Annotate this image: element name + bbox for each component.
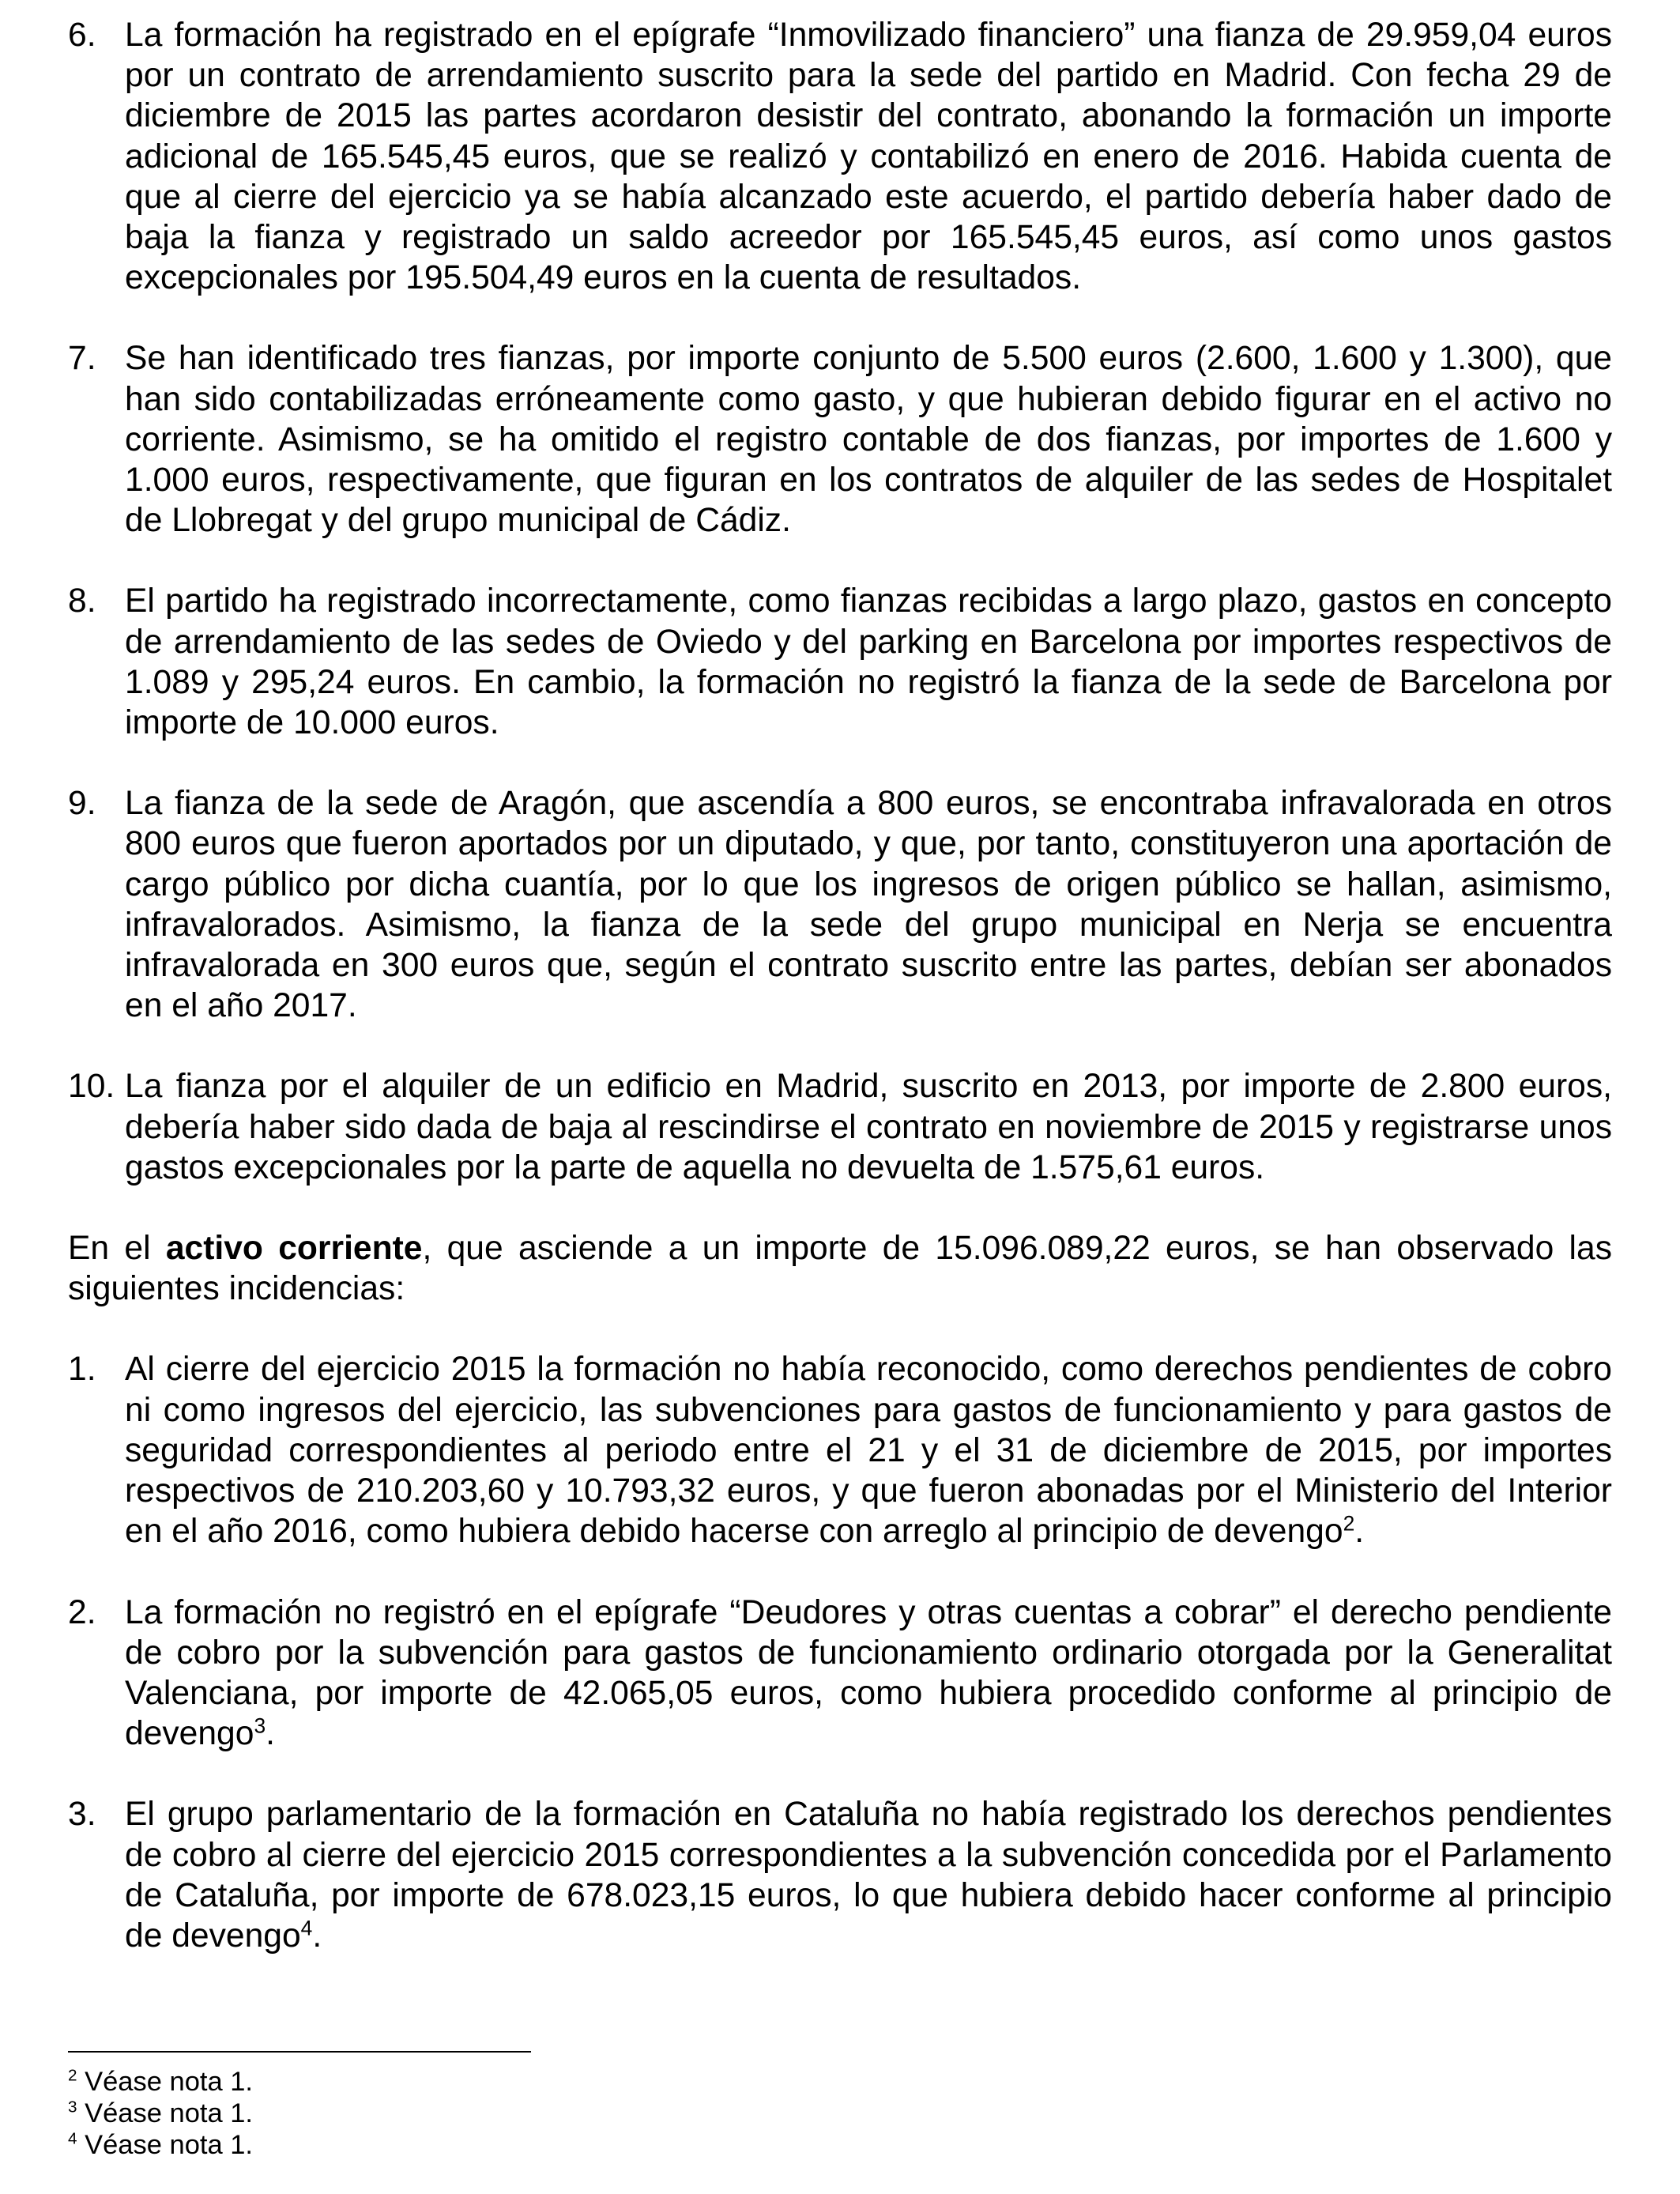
item-text: Se han identificado tres fianzas, por importe conjunto de 5.500 euros (2.600, 1.600 y 1.300), que han sido contabilizadas erróneamente como gasto, y que hubieran debido figurar en el activo no corriente. Asimismo, se ha omitido el registro contable de dos fianzas, por importes de 1.600 y 1.000 euros, respectivamente, que figuran en los contratos de alquiler de las sedes de Hospitalet de Llobregat y del grupo municipal de Cádiz. <box>125 339 1612 540</box>
item-number: 10. <box>68 1067 115 1106</box>
item-text: La formación ha registrado en el epígrafe “Inmovilizado financiero” una fianza de 29.959,04 euros por un contrato de arrendamiento suscrito para la sede del partido en Madrid. Con fecha 29 de diciembre de 2015 las partes acordaron desistir del contrato, abonando la formación un importe adicional de 165.545,45 euros, que se realizó y contabilizó en enero de 2016. Habida cuenta de que al cierre del ejercicio ya se había alcanzado este acuerdo, el partido debería haber dado de baja la fianza y registrado un saldo acreedor por 165.545,45 euros, así como unos gastos excepcionales por 195.504,49 euros en la cuenta de resultados. <box>125 16 1612 297</box>
item-text: La fianza de la sede de Aragón, que ascendía a 800 euros, se encontraba infravalorada en otros 800 euros que fueron aportados por un diputado, y que, por tanto, constituyeron una aportación de cargo público por dicha cuantía, por lo que los ingresos de origen público se hallan, asimismo, infravalorados. Asimismo, la fianza de la sede del grupo municipal en Nerja se encuentra infravalorada en 300 euros que, según el contrato suscrito entre las partes, debían ser abonados en el año 2017. <box>125 784 1612 1025</box>
footnote-ref: 3 <box>254 1713 266 1738</box>
intro-text-after: , que asciende a un importe de 15.096.089,22 euros, se han observado las siguientes incidencias: <box>68 1229 1612 1308</box>
list-item <box>68 15 1612 298</box>
item-number: 2. <box>68 1593 96 1631</box>
footnote-mark: 4 <box>68 2129 77 2148</box>
item-number: 6. <box>68 16 96 54</box>
item-number: 1. <box>68 1350 96 1389</box>
item-number: 8. <box>68 582 96 620</box>
list-item <box>68 581 1612 743</box>
footnote-text: Véase nota 1. <box>77 2130 254 2160</box>
item-text-wrapper <box>125 1349 1612 1551</box>
intro-text-before: En el <box>68 1229 166 1268</box>
item-text-end: . <box>312 1916 322 1955</box>
footnote-mark: 2 <box>68 2066 77 2085</box>
footnote-ref: 4 <box>300 1916 313 1940</box>
footnote-mark: 3 <box>68 2098 77 2117</box>
list-item <box>68 1349 1612 1551</box>
footnote <box>68 2098 253 2129</box>
footnote-text: Véase nota 1. <box>77 2098 254 2128</box>
footnote-ref: 2 <box>1343 1511 1355 1536</box>
item-text: La formación no registró en el epígrafe “Deudores y otras cuentas a cobrar” el derecho pendiente de cobro por la subvención para gastos de funcionamiento ordinario otorgada por la Generalitat Valenciana, por importe de 42.065,05 euros, como hubiera procedido conforme al principio de devengo <box>125 1593 1612 1753</box>
item-number: 9. <box>68 784 96 823</box>
footnote-text: Véase nota 1. <box>77 2067 254 2097</box>
item-text: La fianza por el alquiler de un edificio en Madrid, suscrito en 2013, por importe de 2.800 euros, debería haber sido dada de baja al rescindirse el contrato en noviembre de 2015 y registrarse unos gastos excepcionales por la parte de aquella no devuelta de 1.575,61 euros. <box>125 1067 1612 1186</box>
document-body <box>68 15 1612 1996</box>
item-text-wrapper <box>125 1593 1612 1755</box>
list-item <box>68 1794 1612 1956</box>
item-text: El partido ha registrado incorrectamente, como fianzas recibidas a largo plazo, gastos en concepto de arrendamiento de las sedes de Oviedo y del parking en Barcelona por importes respectivos de 1.089 y 295,24 euros. En cambio, la formación no registró la fianza de la sede de Barcelona por importe de 10.000 euros. <box>125 582 1612 742</box>
item-text-end: . <box>1354 1512 1365 1551</box>
item-number: 3. <box>68 1795 96 1834</box>
footnotes <box>68 2066 253 2161</box>
list-item <box>68 1593 1612 1755</box>
item-number: 7. <box>68 339 96 378</box>
item-text-wrapper <box>125 1794 1612 1956</box>
list-item <box>68 1066 1612 1188</box>
intro-paragraph <box>68 1228 1612 1309</box>
list-item <box>68 338 1612 541</box>
footnote-separator <box>68 2051 531 2053</box>
item-text: El grupo parlamentario de la formación en Cataluña no había registrado los derechos pendientes de cobro al cierre del ejercicio 2015 correspondientes a la subvención concedida por el Parlamento de Cataluña, por importe de 678.023,15 euros, lo que hubiera debido hacer conforme al principio de devengo <box>125 1795 1612 1955</box>
footnote <box>68 2066 253 2098</box>
footnote <box>68 2129 253 2161</box>
intro-bold-term: activo corriente <box>165 1229 423 1268</box>
list-item <box>68 783 1612 1026</box>
item-text: Al cierre del ejercicio 2015 la formación no había reconocido, como derechos pendientes de cobro ni como ingresos del ejercicio, las subvenciones para gastos de funcionamiento y para gastos de seguridad correspondientes al periodo entre el 21 y el 31 de diciembre de 2015, por importes respectivos de 210.203,60 y 10.793,32 euros, y que fueron abonadas por el Ministerio del Interior en el año 2016, como hubiera debido hacerse con arreglo al principio de devengo <box>125 1350 1612 1551</box>
item-text-end: . <box>266 1714 275 1753</box>
